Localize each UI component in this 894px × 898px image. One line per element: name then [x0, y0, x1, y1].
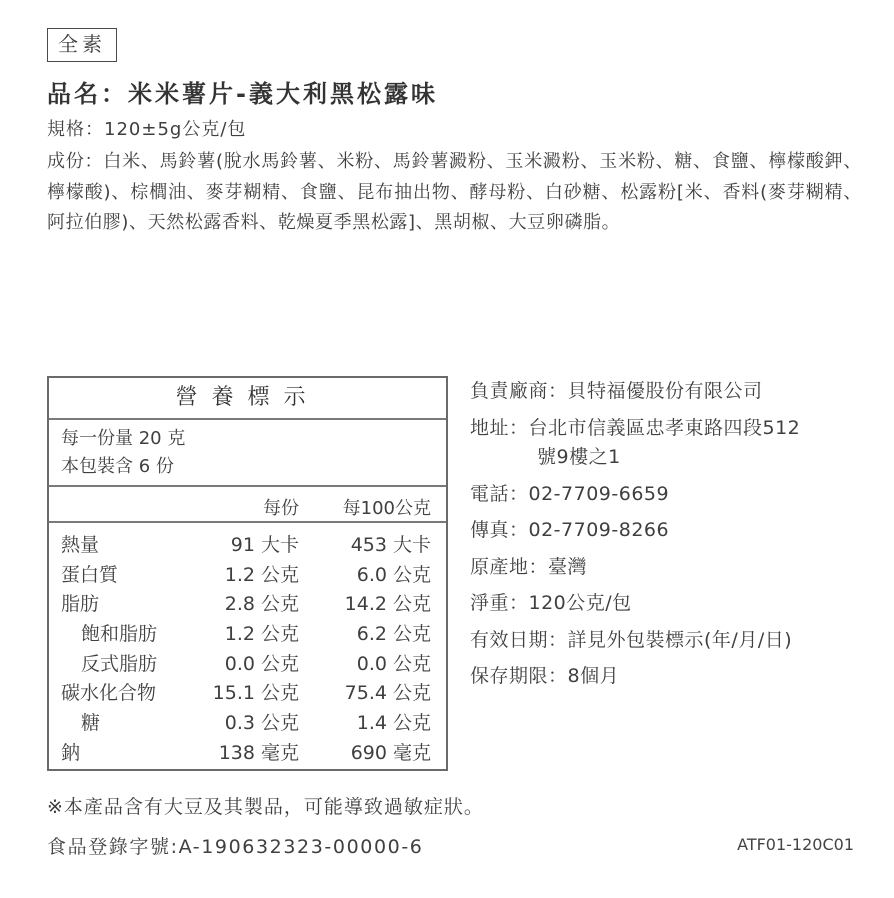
nutrition-column-headers [49, 487, 446, 523]
value-per-100g: 75.4 公克 [344, 682, 431, 705]
nutrition-rows [49, 523, 446, 766]
allergen-warning: ※本產品含有大豆及其製品，可能導致過敏症狀。 [47, 796, 484, 818]
value-per-100g: 6.0 公克 [356, 563, 431, 586]
ingredients-list: 成份：白米、馬鈴薯(脫水馬鈴薯、米粉、馬鈴薯澱粉、玉米澱粉、玉米粉、糖、食鹽、檸檬酸鉀、檸檬酸)、棕櫚油、麥芽糊精、食鹽、昆布抽出物、酵母粉、白砂糖、松露粉[米、香料(麥芽糊精、阿拉伯膠)、天然松露香料、乾燥夏季黑松露]、黑胡椒、大豆卵磷脂。 [47, 151, 862, 233]
value-per-100g: 6.2 公克 [356, 623, 431, 646]
product-spec: 規格：120±5g公克/包 [47, 119, 247, 140]
nutrition-title: 營養標示 [49, 378, 446, 420]
expiry-date: 有效日期：詳見外包裝標示(年/月/日) [470, 628, 793, 651]
net-weight: 淨重：120公克/包 [470, 592, 632, 614]
nutrient-name: 蛋白質 [61, 563, 119, 586]
value-per-100g: 0.0 公克 [356, 652, 431, 675]
manufacturer: 負責廠商：貝特福優股份有限公司 [470, 380, 763, 402]
servings-per-package: 本包裝含 6 份 [61, 456, 174, 477]
address-line-2: 號9樓之1 [537, 446, 621, 468]
nutrient-name: 熱量 [61, 534, 100, 556]
shelf-life: 保存期限：8個月 [470, 665, 620, 687]
column-per-serving: 每份 [263, 498, 299, 519]
company-info [470, 377, 800, 699]
value-per-serving: 91 大卡 [230, 534, 299, 556]
address-line-1: 地址：台北市信義區忠孝東路四段512 [470, 416, 801, 439]
value-per-serving: 2.8 公克 [224, 593, 299, 616]
value-per-serving: 0.3 公克 [224, 712, 299, 735]
value-per-serving: 138 毫克 [218, 741, 299, 764]
nutrition-facts-table [47, 376, 448, 771]
nutrient-name: 鈉 [61, 741, 81, 764]
nutrient-name: 脂肪 [61, 593, 100, 616]
column-per-100g: 每100公克 [342, 498, 431, 519]
nutrition-row-sodium [49, 736, 446, 766]
nutrition-row-energy [49, 528, 446, 558]
nutrition-row-trans-fat [49, 647, 446, 677]
value-per-serving: 0.0 公克 [224, 652, 299, 675]
fax: 傳真：02-7709-8266 [470, 519, 670, 541]
nutrient-name: 反式脂肪 [81, 652, 158, 675]
product-code: ATF01-120C01 [737, 835, 854, 854]
value-per-100g: 453 大卡 [350, 534, 431, 556]
nutrition-row-carbohydrate [49, 676, 446, 706]
value-per-100g: 1.4 公克 [356, 712, 431, 735]
serving-size: 每一份量 20 克 [61, 428, 186, 449]
value-per-100g: 14.2 公克 [344, 593, 431, 616]
phone: 電話：02-7709-6659 [470, 482, 670, 505]
nutrient-name: 飽和脂肪 [81, 623, 158, 646]
nutrition-serving-info [49, 420, 446, 487]
nutrition-row-sugar [49, 706, 446, 736]
value-per-serving: 1.2 公克 [224, 623, 299, 646]
origin: 原產地：臺灣 [470, 555, 588, 578]
nutrient-name: 碳水化合物 [61, 682, 157, 705]
value-per-serving: 15.1 公克 [212, 682, 299, 705]
nutrition-row-protein [49, 558, 446, 588]
food-registration-number: 食品登錄字號:A-190632323-00000-6 [47, 836, 424, 858]
value-per-100g: 690 毫克 [350, 741, 431, 764]
nutrient-name: 糖 [81, 712, 101, 735]
vegan-badge: 全素 [47, 28, 117, 62]
value-per-serving: 1.2 公克 [224, 563, 299, 586]
product-name: 品名：米米薯片-義大利黑松露味 [47, 80, 438, 108]
nutrition-row-fat [49, 587, 446, 617]
nutrition-row-saturated-fat [49, 617, 446, 647]
